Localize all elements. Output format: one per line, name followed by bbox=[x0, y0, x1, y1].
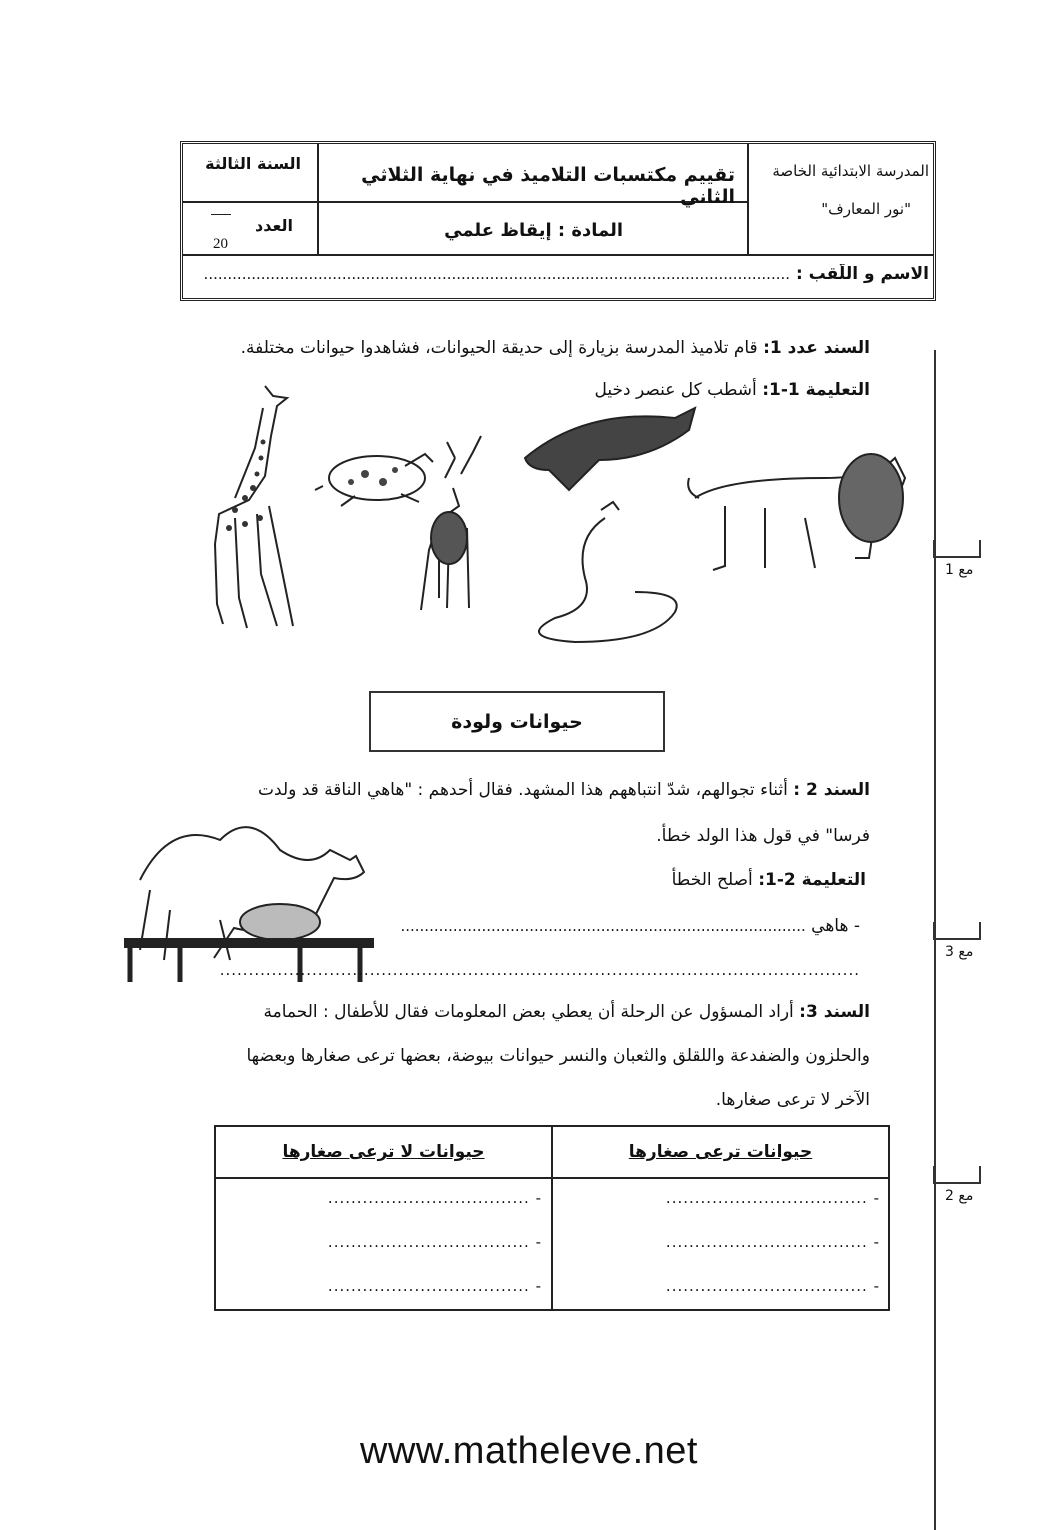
table-cell[interactable]: - ................................... bbox=[665, 1277, 880, 1295]
score-mark-3: مع 2 bbox=[945, 1188, 974, 1204]
talima-2-text: أصلح الخطأ bbox=[671, 870, 753, 890]
stand-icon bbox=[124, 938, 374, 948]
sanad-1-text: قام تلاميذ المدرسة بزيارة إلى حديقة الحيوانات، فشاهدوا حيوانات مختلفة. bbox=[240, 338, 758, 358]
footer-url: www.matheleve.net bbox=[360, 1430, 698, 1472]
sanad-1 bbox=[241, 338, 870, 358]
snake-icon bbox=[539, 502, 677, 642]
exam-title: تقييم مكتسبات التلاميذ في نهاية الثلاثي الثاني bbox=[361, 164, 735, 208]
grade-label: العدد bbox=[255, 216, 293, 235]
school-year: السنة الثالثة bbox=[205, 154, 301, 173]
grade-max: 20 bbox=[213, 236, 228, 252]
column-header-not-cares: حيوانات لا ترعى صغارها bbox=[282, 1142, 485, 1162]
school-name: المدرسة الابتدائية الخاصة bbox=[772, 162, 929, 180]
sanad-3-text-2: والحلزون والضفدعة واللقلق والثعبان والنسر حيوانات بيوضة، بعضها ترعى صغارها وبعضها bbox=[246, 1046, 870, 1066]
table-cell[interactable]: - ................................... bbox=[665, 1233, 880, 1251]
name-dots: ........................................................................................................................... bbox=[203, 265, 791, 283]
talima-1-label: التعليمة 1-1: bbox=[762, 380, 870, 400]
sanad-3-text-3: الآخر لا ترعى صغارها. bbox=[715, 1090, 870, 1110]
animals-illustration bbox=[205, 378, 925, 648]
sanad-3-label: السند 3: bbox=[799, 1002, 870, 1022]
sorting-table bbox=[214, 1125, 890, 1311]
score-mark-2: مع 3 bbox=[945, 944, 974, 960]
name-field[interactable] bbox=[193, 264, 929, 284]
answer-line-1[interactable] bbox=[400, 916, 860, 936]
header-divider bbox=[183, 254, 933, 256]
table-cell[interactable]: - ................................... bbox=[665, 1189, 880, 1207]
table-cell[interactable]: - ................................... bbox=[327, 1189, 542, 1207]
grade-fraction-line bbox=[211, 214, 231, 215]
school-name-2: "نور المعارف" bbox=[821, 200, 911, 218]
subject: المادة : إيقاظ علمي bbox=[444, 220, 623, 241]
table-cell[interactable]: - ................................... bbox=[327, 1233, 542, 1251]
answer-dots: ..................................................................................... bbox=[400, 917, 806, 935]
answer-line-2[interactable] bbox=[220, 960, 860, 980]
score-mark-1: مع 1 bbox=[945, 562, 974, 578]
sanad-2-text-1: أثناء تجوالهم، شدّ انتباههم هذا المشهد. فقال أحدهم : "هاهي الناقة قد ولدت bbox=[258, 780, 788, 800]
header-table bbox=[180, 141, 936, 301]
talima-2 bbox=[672, 870, 866, 890]
sanad-3 bbox=[264, 1002, 871, 1022]
whale-icon bbox=[525, 408, 695, 490]
talima-2-label: التعليمة 2-1: bbox=[758, 870, 866, 890]
margin-line bbox=[934, 350, 936, 1530]
sanad-2-text-2: فرسا" في قول هذا الولد خطأ. bbox=[656, 826, 870, 846]
score-bracket bbox=[933, 540, 981, 558]
sanad-3-text-1: أراد المسؤول عن الرحلة أن يعطي بعض المعلومات فقال للأطفال : الحمامة bbox=[263, 1002, 794, 1022]
sanad-2-label: السند 2 : bbox=[793, 780, 870, 800]
score-bracket bbox=[933, 1166, 981, 1184]
answer-prefix: - هاهي bbox=[811, 916, 860, 936]
talima-1-text: أشطب كل عنصر دخيل bbox=[594, 380, 757, 400]
table-divider bbox=[216, 1177, 888, 1179]
giraffe-icon bbox=[215, 386, 293, 628]
lion-icon bbox=[688, 454, 905, 570]
score-bracket bbox=[933, 922, 981, 940]
frog-icon bbox=[315, 454, 433, 506]
answer-dots: ............................................................................................................... bbox=[219, 961, 860, 979]
section-title: حيوانات ولودة bbox=[369, 691, 665, 752]
table-cell[interactable]: - ................................... bbox=[327, 1277, 542, 1295]
deer-icon bbox=[421, 436, 481, 610]
header-divider bbox=[317, 144, 319, 255]
name-label: الاسم و اللّقب : bbox=[795, 264, 929, 284]
column-header-cares: حيوانات ترعى صغارها bbox=[628, 1142, 813, 1162]
header-divider bbox=[747, 144, 749, 255]
sanad-1-label: السند عدد 1: bbox=[763, 338, 870, 358]
sanad-2 bbox=[258, 780, 870, 800]
